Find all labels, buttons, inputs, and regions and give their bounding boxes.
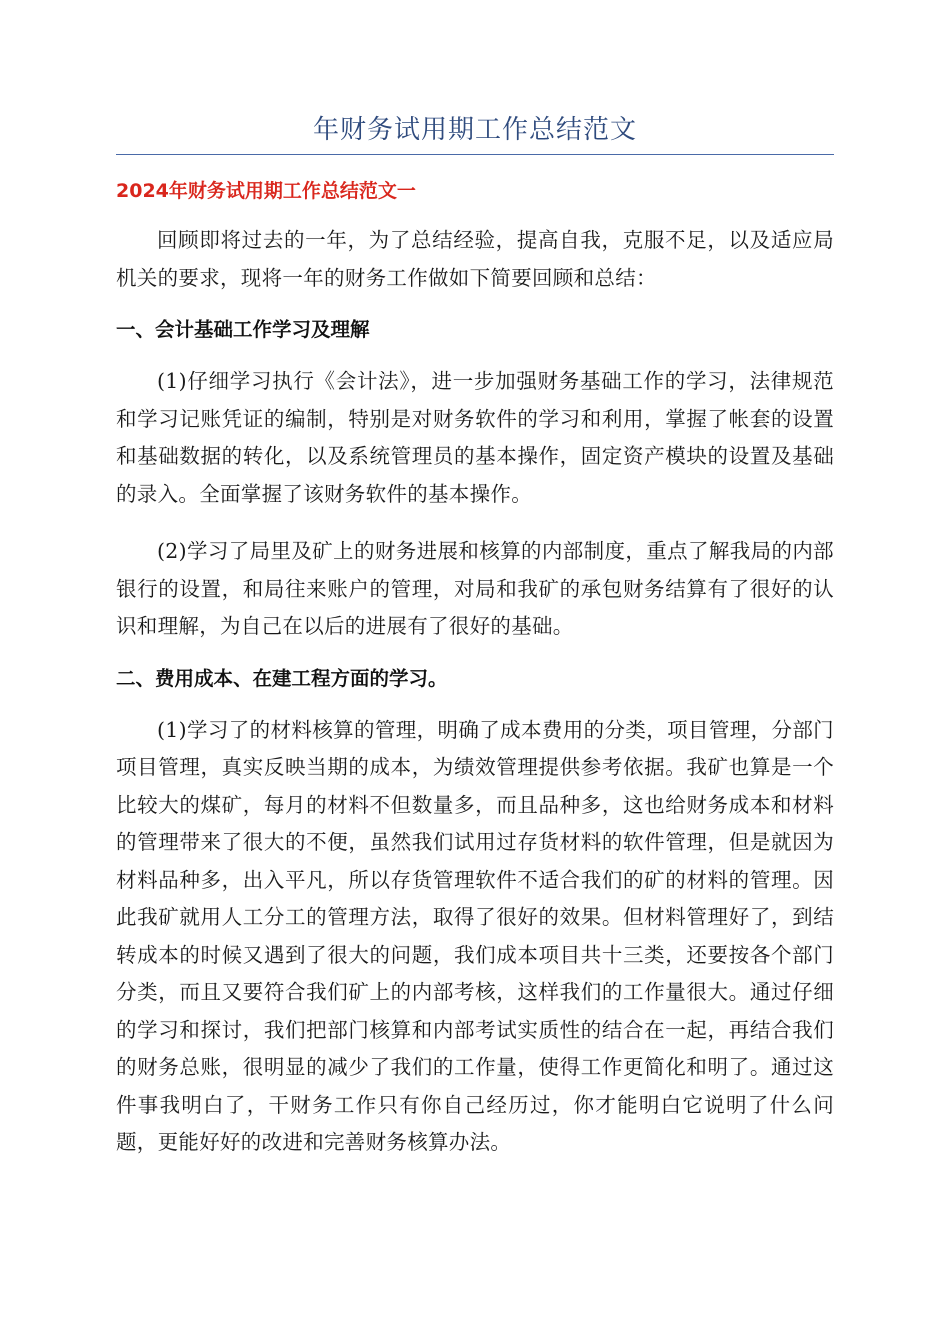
paragraph-1-1: (1)仔细学习执行《会计法》，进一步加强财务基础工作的学习，法律规范和学习记账凭证的编制，特别是对财务软件的学习和利用，掌握了帐套的设置和基础数据的转化，以及系统管理员的基本操作，固定资产模块的设置及基础的录入。全面掌握了该财务软件的基本操作。 [116, 369, 834, 506]
document-title: 年财务试用期工作总结范文 [312, 115, 637, 145]
paragraph-1-2: (2)学习了局里及矿上的财务进展和核算的内部制度，重点了解我局的内部银行的设置，和局往来账户的管理，对局和我矿的承包财务结算有了很好的认识和理解，为自己在以后的进展有了很好的基础。 [116, 539, 834, 638]
section-title: 2024年财务试用期工作总结范文一 [116, 180, 416, 202]
document-body [116, 176, 834, 1162]
intro-paragraph: 回顾即将过去的一年，为了总结经验，提高自我，克服不足，以及适应局机关的要求，现将一年的财务工作做如下简要回顾和总结： [116, 228, 834, 290]
title-underline [116, 154, 834, 155]
paragraph-2-1: (1)学习了的材料核算的管理，明确了成本费用的分类，项目管理，分部门项目管理，真实反映当期的成本，为绩效管理提供参考依据。我矿也算是一个比较大的煤矿，每月的材料不但数量多，而且品种多，这也给财务成本和材料的管理带来了很大的不便，虽然我们试用过存货材料的软件管理，但是就因为材料品种多，出入平凡，所以存货管理软件不适合我们的矿的材料的管理。因此我矿就用人工分工的管理方法，取得了很好的效果。但材料管理好了，到结转成本的时候又遇到了很大的问题，我们成本项目共十三类，还要按各个部门分类，而且又要符合我们矿上的内部考核，这样我们的工作量很大。通过仔细的学习和探讨，我们把部门核算和内部考试实质性的结合在一起，再结合我们的财务总账，很明显的减少了我们的工作量，使得工作更简化和明了。通过这件事我明白了，干财务工作只有你自己经历过，你才能明白它说明了什么问题，更能好好的改进和完善财务核算办法。 [116, 717, 834, 1154]
heading-1: 一、会计基础工作学习及理解 [116, 318, 370, 341]
heading-2: 二、费用成本、在建工程方面的学习。 [116, 666, 448, 690]
